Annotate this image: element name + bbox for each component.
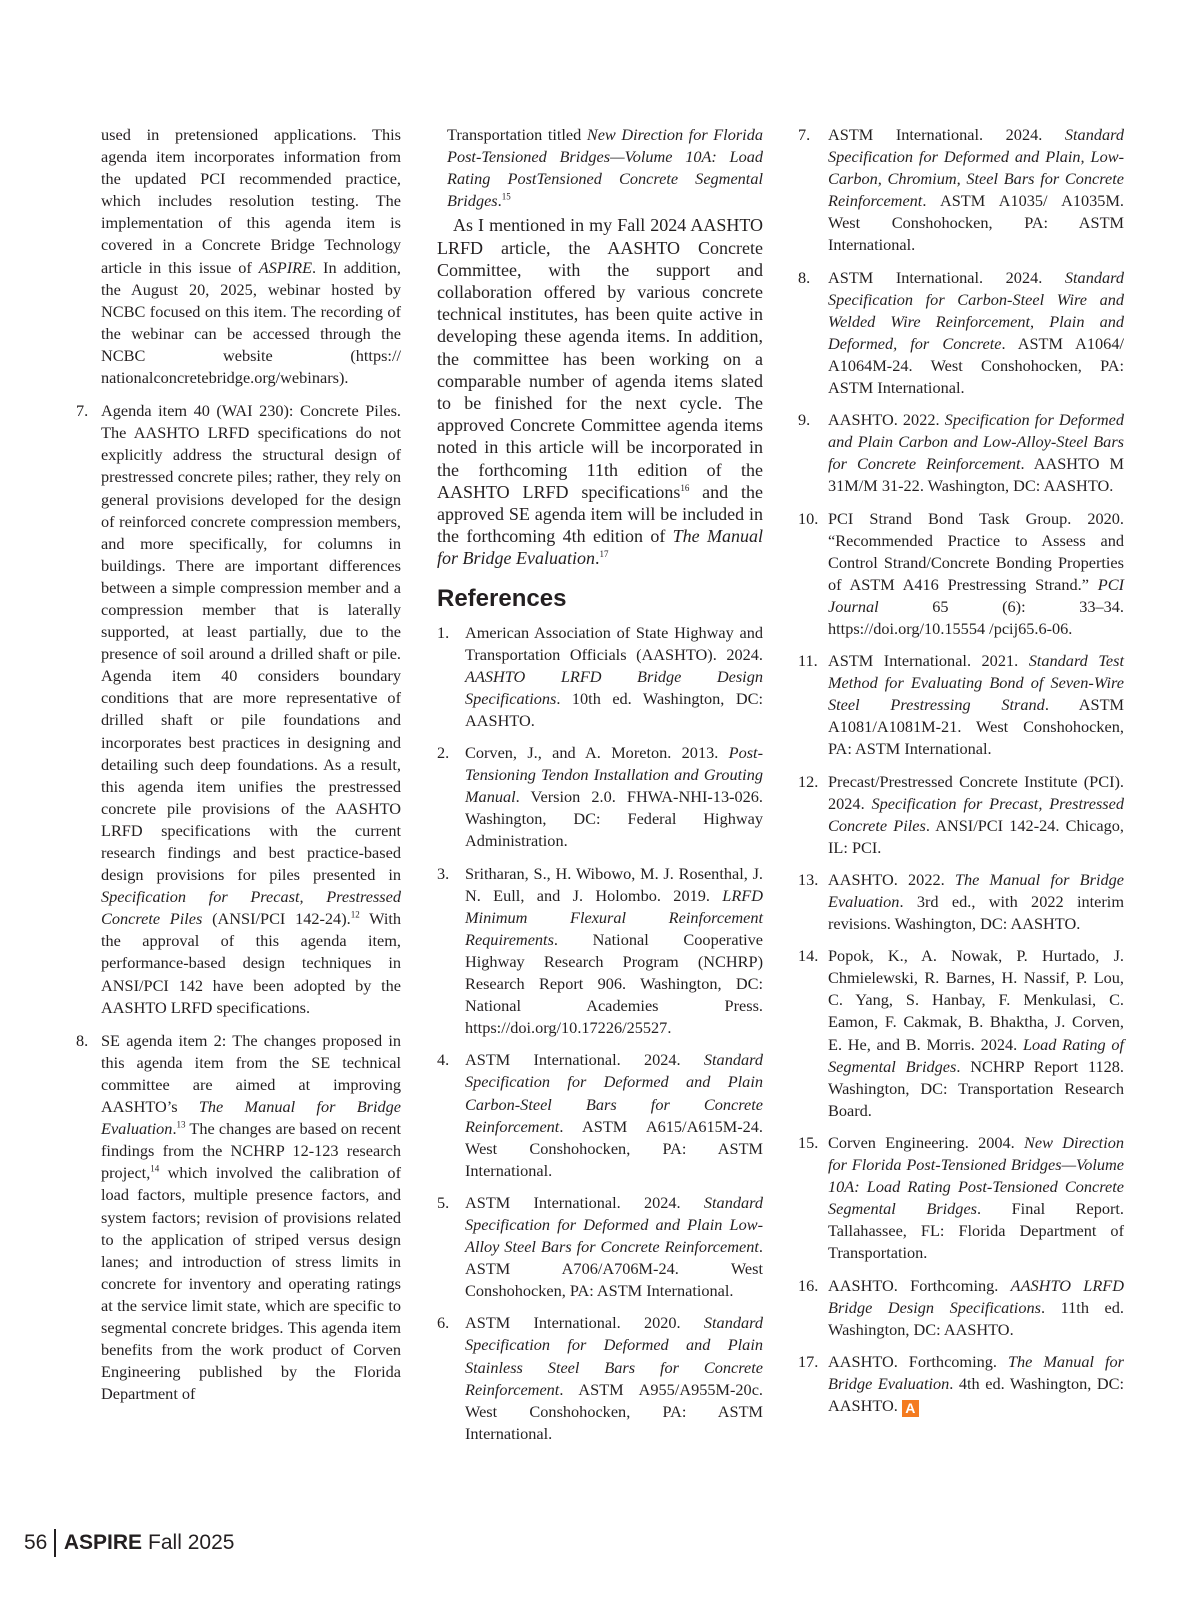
reference-item — [437, 863, 763, 1040]
issue-label: Fall 2025 — [148, 1531, 235, 1554]
reference-text: ASTM International. 2020. Standard Specification for Deformed and Plain Stainless Steel Bars for Concrete Reinforcement. ASTM A955/A955M-20c. West Conshohocken, PA: ASTM International. — [465, 1313, 763, 1443]
reference-item — [798, 267, 1124, 400]
reference-item — [798, 409, 1124, 497]
reference-number: 5. — [437, 1192, 450, 1212]
reference-number: 12. — [798, 771, 819, 791]
list-number: 8. — [76, 1030, 89, 1050]
reference-item — [798, 508, 1124, 641]
column-1 — [76, 124, 401, 1416]
list-item-text: SE agenda item 2: The changes proposed in this agenda item from the SE technical committee are aimed at improving AASHTO’s The Manual for Bridge Evaluation.$^{13}$ The changes are based on recent findings from the NCHRP 12-123 research project,$^{14}$ which involved the calibration of load factors, multiple presence factors, and system factors; revision of provisions related to the application of striped versus design lanes; and introduction of stress limits in concrete for inventory and operating ratings at the service limit state, which are specific to segmental concrete bridges. This agenda item benefits from the work product of Corven Engineering published by the Florida Department of — [101, 1030, 402, 1404]
footnote-ref: 16 — [680, 482, 690, 493]
references-heading: References — [437, 584, 567, 612]
continued-list-text: Transportation titled New Direction for Florida Post-Tensioned Bridges—Volume 10A: Load Rating PostTensioned Concrete Segmental Bridges.$^{15}$ — [447, 125, 763, 211]
reference-item — [798, 869, 1124, 935]
body-paragraph: As I mentioned in my Fall 2024 AASHTO LRFD article, the AASHTO Concrete Committee, with the support and collaboration offered by various concrete technical institutes, has been quite active in developing these agenda items. In addition, the committee has been working on a comparable number of agenda items slated to be finished for the next cycle. The approved Concrete Committee agenda items noted in this article will be incorporated in the forthcoming 11th edition of the AASHTO LRFD specifications$^{16}$ and the approved SE agenda item will be included in the forthcoming 4th edition of The Manual for Bridge Evaluation.$^{17}$ — [437, 215, 764, 569]
reference-number: 2. — [437, 743, 450, 763]
reference-item — [798, 1275, 1124, 1341]
list-item-7 — [76, 400, 401, 1019]
reference-item — [437, 1192, 763, 1302]
reference-number: 4. — [437, 1050, 450, 1070]
list-number: 7. — [76, 401, 89, 421]
reference-item — [798, 1351, 1124, 1417]
reference-number: 16. — [798, 1275, 819, 1295]
reference-text: ASTM International. 2024. Standard Specification for Deformed and Plain, Low-Carbon, Chromium, Steel Bars for Concrete Reinforcement. ASTM A1035/ A1035M. West Conshohocken, PA: ASTM International. — [828, 125, 1124, 255]
page-number: 56 — [24, 1531, 48, 1554]
magazine-title-italic: ASPIRE — [258, 257, 313, 277]
reference-number: 6. — [437, 1313, 450, 1333]
reference-number: 13. — [798, 869, 819, 889]
reference-text: Corven Engineering. 2004. New Direction for Florida Post-Tensioned Bridges—Volume 10A: Load Rating Post-Tensioned Concrete Segmental Bridges. Final Report. Tallahassee, FL: Florida Department of Transportation. — [828, 1132, 1125, 1263]
reference-number: 7. — [798, 125, 811, 144]
references-list-part-1 — [437, 622, 763, 1445]
list-item-text: Agenda item 40 (WAI 230): Concrete Piles. The AASHTO LRFD specifications do not explicitly address the structural design of prestressed concrete piles; rather, they rely on general provisions developed for the design of reinforced concrete compression members, and more specifically, for columns in buildings. There are important differences between a simple compression member and a compression member that is laterally supported, at least partially, due to the presence of soil around a drilled shaft or pile. Agenda item 40 considers boundary conditions that are more representative of drilled shaft or pile foundations and incorporates best practices in designing and detailing such deep foundations. As a result, this agenda item unifies the prestressed concrete pile provisions of the AASHTO LRFD specifications with the current research findings and best practice-based design provisions for piles presented in Specification for Precast, Prestressed Concrete Piles (ANSI/PCI 142-24).$^{12}$ With the approval of this agenda item, performance-based design techniques in ANSI/PCI 142 have been adopted by the AASHTO LRFD specifications. — [101, 401, 402, 1017]
reference-number: 3. — [437, 863, 450, 883]
reference-text: PCI Strand Bond Task Group. 2020. “Recommended Practice to Assess and Control Strand/Concrete Bonding Properties of ASTM A416 Prestressing Strand.” PCI Journal 65 (6): 33–34. https://doi.org/10.15554 /pcij65.6-06. — [828, 508, 1124, 638]
reference-number: 1. — [437, 622, 450, 642]
reference-text: Corven, J., and A. Moreton. 2013. Post-Tensioning Tendon Installation and Grouting Manual. Version 2.0. FHWA-NHI-13-026. Washington, DC: Federal Highway Administration. — [465, 743, 763, 851]
reference-number: 8. — [798, 267, 811, 287]
reference-number: 11. — [798, 651, 818, 671]
magazine-name: ASPIRE — [63, 1531, 143, 1554]
reference-item — [437, 1049, 763, 1182]
reference-text: Sritharan, S., H. Wibowo, M. J. Rosenthal, J. N. Eull, and J. Holombo. 2019. LRFD Minimum Flexural Reinforcement Requirements. National Cooperative Highway Research Program (NCHRP) Research Report 906. Washington, DC: National Academies Press. https://doi.org/10.17226/25527. — [465, 863, 763, 1038]
footnote-ref: 17 — [599, 549, 609, 560]
reference-number: 15. — [798, 1132, 819, 1152]
reference-number: 10. — [798, 508, 819, 528]
reference-text: ASTM International. 2024. Standard Specification for Carbon-Steel Wire and Welded Wire Reinforcement, Plain and Deformed, for Concrete. ASTM A1064/ A1064M-24. West Conshohocken, PA: ASTM International. — [828, 267, 1124, 398]
footnote-ref: 14 — [150, 1163, 160, 1174]
reference-text: AASHTO. Forthcoming. The Manual for Bridge Evaluation. 4th ed. Washington, DC: AASHTO. A — [828, 1351, 1125, 1416]
reference-item — [798, 124, 1124, 257]
column-3 — [798, 124, 1124, 1427]
list-item-8 — [76, 1030, 401, 1406]
reference-text: Precast/Prestressed Concrete Institute (PCI). 2024. Specification for Precast, Prestressed Concrete Piles. ANSI/PCI 142-24. Chicago, IL: PCI. — [828, 771, 1124, 857]
reference-text: AASHTO. Forthcoming. AASHTO LRFD Bridge Design Specifications. 11th ed. Washington, DC: AASHTO. — [828, 1275, 1124, 1339]
reference-text: Popok, K., A. Nowak, P. Hurtado, J. Chmielewski, R. Barnes, H. Nassif, P. Lou, C. Yang, S. Hanbay, F. Menkulasi, C. Eamon, F. Cakmak, B. Bhaktha, J. Corven, E. He, and B. Morris. 2024. Load Rating of Segmental Bridges. NCHRP Report 1128. Washington, DC: Transportation Research Board. — [828, 946, 1125, 1120]
reference-text: ASTM International. 2021. Standard Test Method for Evaluating Bond of Seven-Wire Steel Prestressing Strand. ASTM A1081/A1081M-21. West Conshohocken, PA: ASTM International. — [828, 651, 1124, 759]
reference-number: 9. — [798, 410, 811, 430]
reference-item — [798, 650, 1124, 760]
reference-text: AASHTO. 2022. The Manual for Bridge Evaluation. 3rd ed., with 2022 interim revisions. Washington, DC: AASHTO. — [828, 869, 1124, 934]
footnote-ref: 12 — [350, 909, 360, 920]
column-2 — [437, 124, 763, 1455]
reference-text: AASHTO. 2022. Specification for Deformed and Plain Carbon and Low-Alloy-Steel Bars for Concrete Reinforcement. AASHTO M 31M/M 31-22. Washington, DC: AASHTO. — [828, 410, 1124, 496]
footnote-ref: 15 — [501, 191, 511, 202]
reference-text: ASTM International. 2024. Standard Specification for Deformed and Plain Carbon-Steel Bars for Concrete Reinforcement. ASTM A615/A615M-24. West Conshohocken, PA: ASTM International. — [465, 1050, 763, 1180]
reference-number: 14. — [798, 946, 819, 966]
reference-number: 17. — [798, 1351, 819, 1371]
aspire-end-mark-icon: A — [902, 1400, 919, 1417]
reference-item — [437, 622, 763, 732]
footer-divider — [54, 1529, 56, 1557]
reference-item — [437, 1312, 763, 1445]
reference-item — [798, 771, 1124, 859]
continued-list-text: used in pretensioned applications. This agenda item incorporates information from the updated PCI recommended practice, which includes resolution testing. The implementation of this agenda item is covered in a Concrete Bridge Technology article in this issue of ASPIRE. In addition, the August 20, 2025, webinar hosted by NCBC focused on this item. The recording of the webinar can be accessed through the NCBC website (https:// nationalconcretebridge.org/webinars). — [101, 125, 401, 388]
reference-item — [798, 1132, 1124, 1265]
references-list-part-2 — [798, 124, 1124, 1417]
reference-text: ASTM International. 2024. Standard Specification for Deformed and Plain Low-Alloy Steel Bars for Concrete Reinforcement. ASTM A706/A706M-24. West Conshohocken, PA: ASTM International. — [465, 1192, 763, 1301]
footnote-ref: 13 — [176, 1119, 186, 1130]
reference-text: American Association of State Highway and Transportation Officials (AASHTO). 2024. AASHTO LRFD Bridge Design Specifications. 10th ed. Washington, DC: AASHTO. — [465, 622, 763, 730]
reference-item — [437, 742, 763, 852]
reference-item — [798, 945, 1124, 1122]
page-footer — [24, 1529, 234, 1557]
